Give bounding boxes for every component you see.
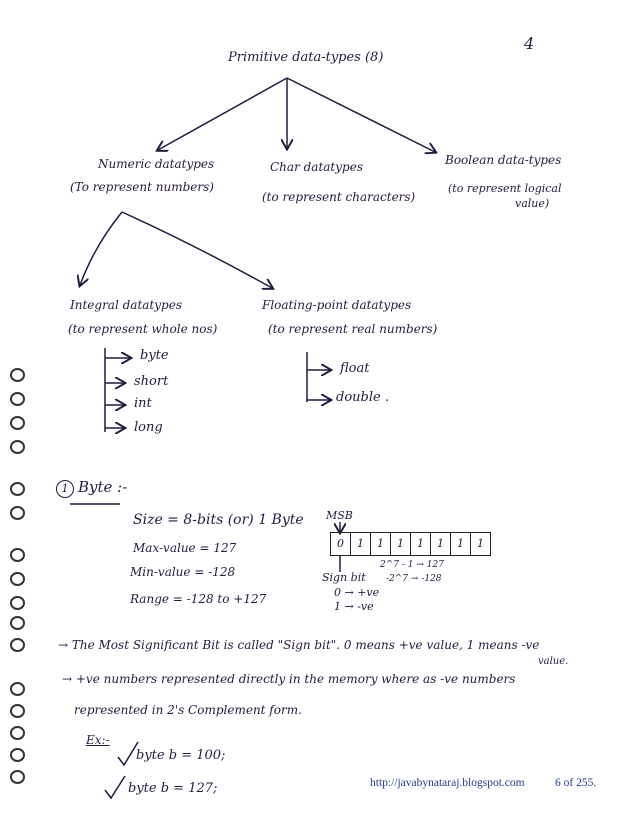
floating-datatypes-title: Floating-point datatypes [262, 298, 412, 312]
byte-size: Size = 8-bits (or) 1 Byte [133, 512, 304, 528]
section-number-text: 1 [61, 482, 69, 495]
checkmark-1 [118, 742, 138, 765]
sign-bit-label: Sign bit [322, 571, 366, 584]
note-sign-bit: → The Most Significant Bit is called "Sign bit". 0 means +ve value, 1 means -ve [58, 638, 540, 652]
boolean-datatypes-subtitle-cont: value) [515, 197, 550, 210]
sign-map-negative: -2^7 → -128 [386, 574, 442, 584]
bit-boxes [330, 532, 491, 556]
integral-item-byte: byte [140, 348, 169, 363]
byte-max-value: Max-value = 127 [133, 541, 237, 555]
bit-cell: 1 [351, 533, 371, 555]
floating-item-float: float [340, 361, 370, 376]
numeric-datatypes-subtitle: (To represent numbers) [70, 180, 214, 194]
char-datatypes-title: Char datatypes [270, 160, 363, 174]
byte-heading: Byte :- [78, 478, 128, 496]
floating-item-double: double . [336, 390, 389, 405]
checkmark-2 [105, 776, 125, 798]
boolean-datatypes-subtitle: (to represent logical [448, 182, 562, 195]
section-number [56, 480, 74, 498]
sign-zero-positive: 0 → +ve [334, 586, 380, 599]
example-label: Ex:- [86, 733, 110, 747]
byte-range: Range = -128 to +127 [130, 592, 267, 606]
bit-cell: 1 [391, 533, 411, 555]
sign-one-negative: 1 → -ve [334, 600, 374, 613]
boolean-datatypes-title: Boolean data-types [445, 153, 562, 167]
bit-cell: 1 [411, 533, 431, 555]
sign-map-positive: 2^7 - 1 → 127 [380, 560, 444, 570]
byte-min-value: Min-value = -128 [130, 565, 236, 579]
integral-item-long: long [134, 420, 163, 435]
integral-datatypes-subtitle: (to represent whole nos) [68, 322, 218, 336]
example-line-2: byte b = 127; [128, 781, 218, 796]
bit-cell: 1 [451, 533, 471, 555]
bit-cell: 1 [431, 533, 451, 555]
footer-page-count: 6 of 255. [555, 777, 597, 789]
note-positive-numbers: → +ve numbers represented directly in the memory where as -ve numbers [62, 672, 516, 686]
msb-label: MSB [326, 509, 353, 522]
bit-cell: 1 [477, 537, 484, 550]
arrow-to-numeric [158, 78, 287, 150]
note-sign-bit-cont: value. [538, 656, 569, 667]
arrow-to-integral [80, 212, 122, 285]
numeric-datatypes-title: Numeric datatypes [98, 157, 215, 171]
example-line-1: byte b = 100; [136, 748, 226, 763]
footer-url[interactable]: http://javabynataraj.blogspot.com [370, 777, 525, 789]
tree-root-label: Primitive data-types (8) [228, 50, 384, 65]
page-number: 4 [524, 34, 535, 53]
bit-cell: 0 [331, 533, 351, 555]
arrow-to-floating [122, 212, 272, 288]
bit-cell: 1 [371, 533, 391, 555]
char-datatypes-subtitle: (to represent characters) [262, 190, 416, 204]
note-twos-complement: represented in 2's Complement form. [74, 703, 302, 717]
floating-datatypes-subtitle: (to represent real numbers) [268, 322, 438, 336]
integral-item-int: int [134, 396, 152, 411]
integral-datatypes-title: Integral datatypes [70, 298, 182, 312]
arrow-to-boolean [287, 78, 435, 152]
integral-item-short: short [134, 374, 169, 389]
